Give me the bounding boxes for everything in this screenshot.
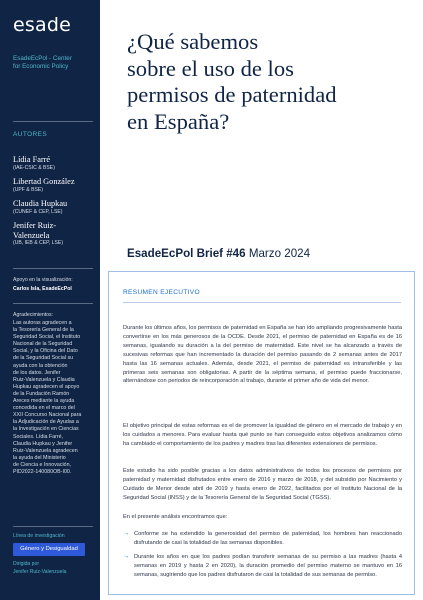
acknowledgements-heading: Agradecimientos: (13, 312, 54, 318)
acknowledgements-line: la Tesorería General de la (13, 327, 74, 334)
acknowledgements-line: PID2022-140080OB-I00. (13, 468, 72, 475)
visualization-label: Apoyo en la visualización: (13, 277, 73, 283)
title-line: en España? (127, 108, 230, 134)
bullet-text: Conforme se ha extendido la generosidad del permiso de paternidad, los hombres han reaccionado disfrutando de casi la totalidad de las semanas disponibles. (134, 531, 402, 546)
author-entry (13, 221, 98, 247)
brief-heading (127, 247, 310, 260)
bullet-text: Durante los años en que los padres podían transferir semanas de su permiso a las madres (hasta 4 semanas en 2019 y hasta 2 en 2020), la duración promedio del permiso materno se mantuvo en 16 semanas, sugiriendo que los padres disfrutaron de casi la totalidad de sus semanas de permiso. (134, 554, 402, 578)
acknowledgements-line: la ayuda del Ministerio (13, 454, 66, 461)
author-name: Jenifer Ruiz- (13, 221, 57, 230)
acknowledgements-line: concedida en el marco del (13, 405, 75, 412)
research-line-label: Línea de investigación (13, 533, 65, 539)
author-entry (13, 155, 98, 172)
author-affiliation: (UPF & BSE) (13, 186, 44, 193)
author-name: Claudia Hupkau (13, 199, 68, 208)
title-line: ¿Qué sabemos (127, 29, 259, 54)
page-title (127, 29, 417, 135)
author-affiliation: (IAE-CSIC & BSE) (13, 164, 55, 171)
acknowledgements-line: Social, y la Oficina del Dato (13, 348, 78, 355)
author-entry (13, 199, 98, 216)
summary-paragraph: Este estudio ha sido posible gracias a los datos administrativos de todos los procesos de permisos por paternidad y maternidad disfrutados entre enero de 2016 y marzo de 2018, y del subsidio por Nacimiento y Cuidado de Menor desde abril de 2019 y hasta enero de 2022, facilitados por el Instituto Nacional de la Seguridad Social (INSS) y de la Tesorería General de la Seguridad Social (TGSS). (123, 468, 402, 501)
acknowledgements-line: la Investigación en Ciencias (13, 426, 79, 433)
summary-paragraph: Durante los últimos años, los permisos de paternidad en España se han ido ampliando progresivamente hasta convertirse en los más generosos de la OCDE. Desde 2021, el permiso de paternidad en España es de 16 semanas, igualando su duración a la del permiso de maternidad. Este nivel se ha alcanzado a través de sucesivas reformas que han incrementado la duración del permiso pasando de 2 semanas antes de 2017 hasta las 16 semanas actuales. Además, desde 2021, el permiso de paternidad es intransferible y las primeras seis semanas son obligatorias. A partir de la séptima semana, el permiso puede fraccionarse, alternándose con periodos de reincorporación al trabajo, durante el primer año de vida del menor. (123, 325, 402, 385)
title-line: permisos de paternidad (127, 82, 337, 108)
brief-number: EsadeEcPol Brief #46 (127, 247, 246, 260)
visualization-credit: Carlos Isla, EsadeEcPol (13, 286, 72, 292)
sidebar (0, 0, 100, 600)
acknowledgements-line: de Ciencia e Innovación, (13, 461, 72, 468)
title-line: sobre el uso de los (127, 55, 294, 81)
acknowledgements-line: de la Seguridad Social su (13, 355, 74, 362)
author-affiliation: (CUNEF & CEP, LSE) (13, 208, 63, 215)
acknowledgements-text (13, 320, 97, 476)
directed-by-label: Dirigida por (13, 561, 40, 567)
research-line-tag[interactable]: Género y Desigualdad (13, 543, 85, 556)
acknowledgements-line: Claudia Hupkau y Jenifer (13, 440, 73, 447)
divider (123, 302, 401, 303)
acknowledgements-line: ayuda con la obtención (13, 362, 68, 369)
directed-by-name: Jenifer Ruiz-Valenzuela (13, 569, 67, 575)
arrow-right-icon: → (123, 553, 130, 560)
author-name: Valenzuela (13, 230, 50, 240)
acknowledgements-line: Hupkau agradecen el apoyo (13, 383, 80, 390)
author-name: Lídia Farré (13, 155, 51, 164)
acknowledgements-line: Areces mediante la ayuda (13, 398, 75, 405)
acknowledgements-line: la Adjudicación de Ayudas a (13, 419, 79, 426)
author-affiliation: (UB, IEB & CEP, LSE) (13, 240, 64, 247)
arrow-right-icon: → (123, 530, 130, 537)
acknowledgements-line: Ruiz-Valenzuela y Claudia (13, 376, 75, 383)
divider (13, 268, 93, 269)
center-name-line1: EsadeEcPol - Center (13, 55, 72, 62)
author-entry (13, 177, 98, 194)
brief-date: Marzo 2024 (248, 247, 311, 260)
acknowledgements-line: Las autoras agradecen a (13, 320, 72, 326)
acknowledgements-line: Seguridad Social, el Instituto (13, 334, 81, 341)
divider (13, 121, 93, 122)
acknowledgements-line: Nacional de la Seguridad (13, 341, 73, 348)
esade-logo: esade (13, 14, 71, 36)
center-name (13, 55, 95, 71)
divider (13, 303, 93, 304)
author-name: Libertad González (13, 177, 75, 186)
authors-heading: AUTORES (13, 131, 48, 138)
divider (13, 526, 93, 527)
acknowledgements-line: de los datos. Jenifer (13, 369, 61, 376)
summary-paragraph: En el presente análisis encontramos que: (123, 514, 228, 520)
executive-summary-box (108, 271, 415, 595)
acknowledgements-line: de la Fundación Ramón (13, 390, 70, 397)
summary-paragraph: El objetivo principal de estas reformas es el de promover la igualdad de género en el mercado de trabajo y en los cuidados a menores. Para evaluar hasta qué punto se han conseguido estos objetivos analizamos cómo ha cambiado el comportamiento de los padres y madres tras las diferentes extensiones de permisos. (123, 423, 402, 447)
acknowledgements-line: XXII Concurso Nacional para (13, 412, 82, 419)
summary-heading: RESUMEN EJECUTIVO (123, 289, 200, 296)
acknowledgements-line: Sociales. Lídia Farré, (13, 433, 64, 440)
center-name-line2: for Economic Policy (13, 63, 69, 71)
acknowledgements-line: Ruiz-Valenzuela agradecen (13, 447, 78, 454)
